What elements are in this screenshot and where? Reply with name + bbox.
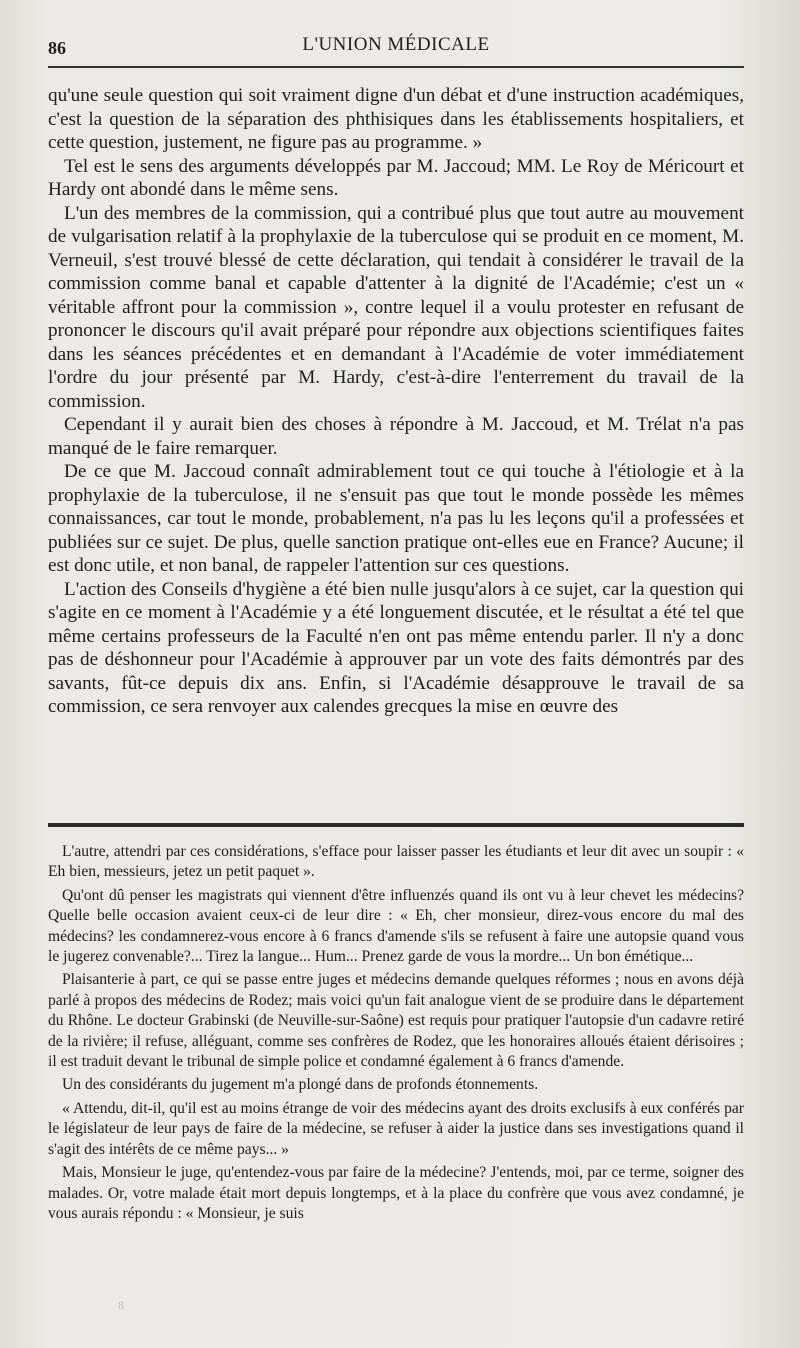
signature-mark: 8 xyxy=(118,1298,124,1312)
notes-divider xyxy=(48,823,744,827)
main-text xyxy=(48,84,744,719)
running-title: L'UNION MÉDICALE xyxy=(302,34,490,55)
feuilleton-notes xyxy=(48,842,744,1227)
header-rule xyxy=(48,66,744,68)
note-paragraph: L'autre, attendri par ces considérations, s'efface pour laisser passer les étudiants et leur dit avec un soupir : « Eh bien, messieurs, jetez un petit paquet ». xyxy=(48,843,744,881)
body-paragraph: L'un des membres de la commission, qui a contribué plus que tout autre au mouvement de vulgarisation relatif à la prophylaxie de la tuberculose qui se produit en ce moment, M. Verneuil, s'est trouvé blessé de cette déclaration, qui tendait à considérer le travail de la commission comme banal et capable d'attenter à la dignité de l'Académie; c'est un « véritable affront pour la commission », contre lequel il a voulu protester en refusant de prononcer le discours qu'il avait préparé pour répondre aux objections scientifiques faites dans les séances précédentes et en demandant à l'Académie de voter immédiatement l'ordre du jour présenté par M. Hardy, c'est-à-dire l'enterrement du travail de la commission. xyxy=(48,202,744,412)
page-header xyxy=(48,30,744,62)
note-paragraph: Qu'ont dû penser les magistrats qui viennent d'être influenzés quand ils ont vu à leur chevet les médecins? Quelle belle occasion avaient ceux-ci de leur dire : « Eh, cher monsieur, direz-vous encore du mal des médecins? les condamnerez-vous encore à 6 francs d'amende s'ils se refusent à faire une autopsie quand vous le jugerez convenable?... Tirez la langue... Hum... Prenez garde de vous la mordre... Un bon émétique... xyxy=(48,886,744,966)
note-paragraph: Un des considérants du jugement m'a plongé dans de profonds étonnements. xyxy=(62,1076,539,1094)
body-paragraph: De ce que M. Jaccoud connaît admirablement tout ce qui touche à l'étiologie et à la prophylaxie de la tuberculose, il ne s'ensuit pas que tout le monde possède les mêmes connaissances, car tout le monde, probablement, n'a pas lu les leçons qu'il a professées et publiées sur ce sujet. De plus, quelle sanction pratique ont-elles eue en France? Aucune; il est donc utile, et non banal, de rappeler l'attention sur ces questions. xyxy=(48,461,744,576)
note-paragraph: Plaisanterie à part, ce qui se passe entre juges et médecins demande quelques réformes ; nous en avons déjà parlé à propos des médecins de Rodez; mais voici qu'un fait analogue vient de se produire dans le département du Rhône. Le docteur Grabinski (de Neuville-sur-Saône) est requis pour pratiquer l'autopsie d'un cadavre retiré de la rivière; il refuse, alléguant, comme ses confrères de Rodez, que les honoraires alloués étaient dérisoires ; il est traduit devant le tribunal de simple police et condamné également à 6 francs d'amende. xyxy=(48,971,744,1071)
note-paragraph: « Attendu, dit-il, qu'il est au moins étrange de voir des médecins ayant des droits exclusifs à eux conférés par le législateur de leur pays de faire de la médecine, se refuser à aider la justice dans ses investigations quand il s'agit des intérêts de ce même pays... » xyxy=(48,1099,744,1158)
body-paragraph: qu'une seule question qui soit vraiment digne d'un débat et d'une instruction académiques, c'est la question de la séparation des phthisiques dans les établissements hospitaliers, et cette question, justement, ne figure pas au programme. » xyxy=(48,85,744,153)
page-number: 86 xyxy=(48,38,66,58)
body-paragraph: Cependant il y aurait bien des choses à répondre à M. Jaccoud, et M. Trélat n'a pas manqué de le faire remarquer. xyxy=(48,414,744,459)
note-paragraph: Mais, Monsieur le juge, qu'entendez-vous par faire de la médecine? J'entends, moi, par ce terme, soigner des malades. Or, votre malade était mort depuis longtemps, et à la place du confrère que vous avez condamné, je vous aurais répondu : « Monsieur, je suis xyxy=(48,1164,744,1222)
body-paragraph: L'action des Conseils d'hygiène a été bien nulle jusqu'alors à ce sujet, car la question qui s'agite en ce moment à l'Académie y a été longuement discutée, et le résultat a été tel que même certains professeurs de la Faculté n'en ont pas même entendu parler. Il n'y a donc pas de déshonneur pour l'Académie à approuver par un vote des faits démontrés par des savants, fût-ce depuis dix ans. Enfin, si l'Académie désapprouve le travail de sa commission, ce sera renvoyer aux calendes grecques la mise en œuvre des xyxy=(48,578,744,717)
body-paragraph: Tel est le sens des arguments développés par M. Jaccoud; MM. Le Roy de Méricourt et Hardy ont abondé dans le même sens. xyxy=(48,155,744,200)
